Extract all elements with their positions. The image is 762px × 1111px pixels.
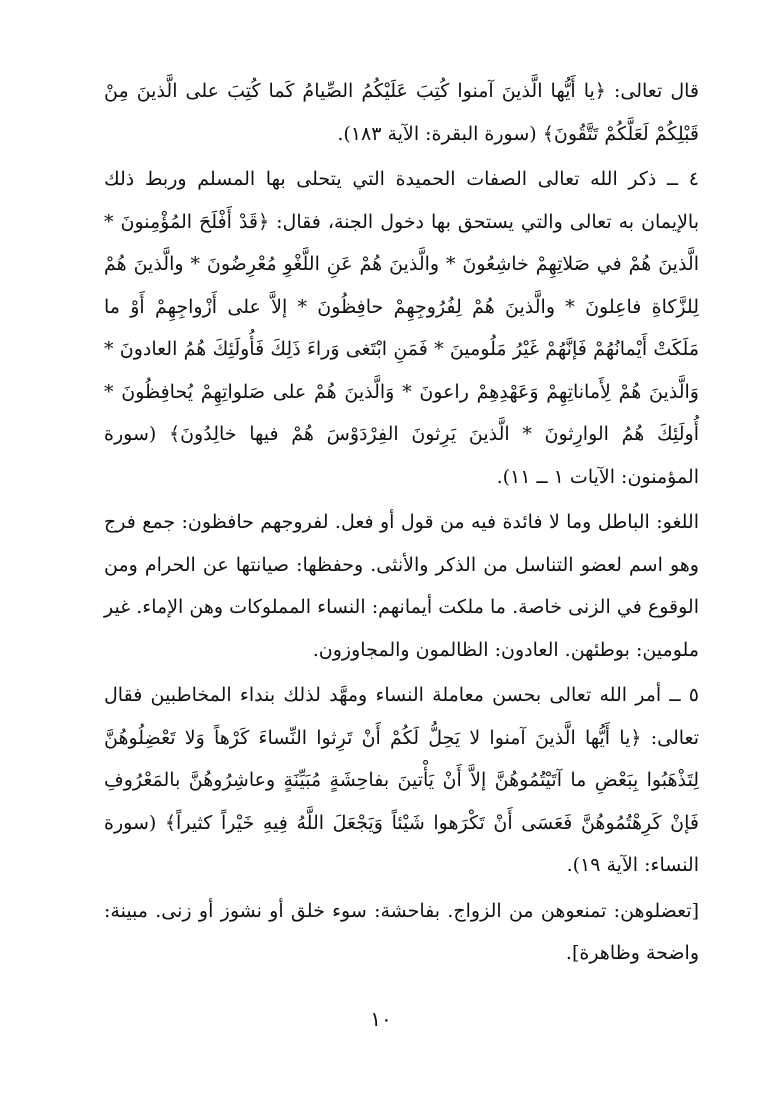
paragraph-quran-fasting: قال تعالى: ﴿يا أَيُّها الَّذينَ آمنوا كُتِبَ عَلَيْكُمُ الصِّيامُ كَما كُتِبَ على الَّذينَ مِنْ قَبْلِكُمْ لَعَلَّكُمْ تَتَّقُونَ﴾ (سورة البقرة: الآية ١٨٣). [104, 80, 699, 145]
paragraph-glossary-4: اللغو: الباطل وما لا فائدة فيه من قول أو فعل. لفروجهم حافظون: جمع فرج وهو اسم لعضو التناسل من الذكر والأنثى. وحفظها: صيانتها عن الحرام ومن الوقوع في الزنى خاصة. ما ملكت أيمانهم: النساء المملوكات وهن الإماء. غير ملومين: بوطئهن. العادون: الظالمون والمجاوزون. [104, 511, 699, 661]
paragraph-glossary-5: [تعضلوهن: تمنعوهن من الزواج. بفاحشة: سوء خلق أو نشوز أو زنى. مبينة: واضحة وظاهرة]. [104, 899, 699, 964]
body-text [104, 70, 699, 975]
paragraph-point-4: ٤ ــ ذكر الله تعالى الصفات الحميدة التي يتحلى بها المسلم وربط ذلك بالإيمان به تعالى والتي يستحق بها دخول الجنة، فقال: ﴿قَدْ أَفْلَحَ المُؤْمِنونَ * الَّذينَ هُمْ في صَلاتِهِمْ خاشِعُونَ * والَّذينَ هُمْ عَنِ اللَّغْوِ مُعْرِضُونَ * والَّذينَ هُمْ لِلزَّكاةِ فاعِلونَ * والَّذينَ هُمْ لِفُرُوجِهِمْ حافِظُونَ * إلاَّ على أَزْواجِهِمْ أَوْ ما مَلَكَتْ أَيْمانُهُمْ فَإنَّهُمْ غَيْرُ مَلُومينَ * فَمَنِ ابْتَغى وَراءَ ذَلِكَ فَأُولَئِكَ هُمُ العادونَ * وَالَّذينَ هُمْ لِأَماناتِهِمْ وَعَهْدِهِمْ راعونَ * وَالَّذينَ هُمْ على صَلواتِهِمْ يُحافِظُونَ * أُولَئِكَ هُمُ الوارِثونَ * الَّذينَ يَرِثونَ الفِرْدَوْسَ هُمْ فيها خالِدُونَ﴾ (سورة المؤمنون: الآيات ١ ــ ١١). [104, 168, 699, 488]
paragraph-point-5: ٥ ــ أمر الله تعالى بحسن معاملة النساء ومهَّد لذلك بنداء المخاطبين فقال تعالى: ﴿يا أَيُّها الَّذينَ آمنوا لا يَحِلُّ لَكُمْ أَنْ تَرِثوا النِّساءَ كَرْهاً وَلا تَعْضِلُوهُنَّ لِتَذْهَبُوا بِبَعْضِ ما آتَيْتُمُوهُنَّ إلاَّ أَنْ يَأْتينَ بفاحِشَةٍ مُبَيِّنَةٍ وعاشِرُوهُنَّ بالمَعْرُوفِ فَإنْ كَرِهْتُمُوهُنَّ فَعَسَى أَنْ تَكْرَهوا شَيْئاً وَيَجْعَلَ اللَّهُ فِيهِ خَيْراً كثيراً﴾ (سورة النساء: الآية ١٩). [104, 684, 699, 876]
page-number: ١٠ [370, 1007, 392, 1031]
